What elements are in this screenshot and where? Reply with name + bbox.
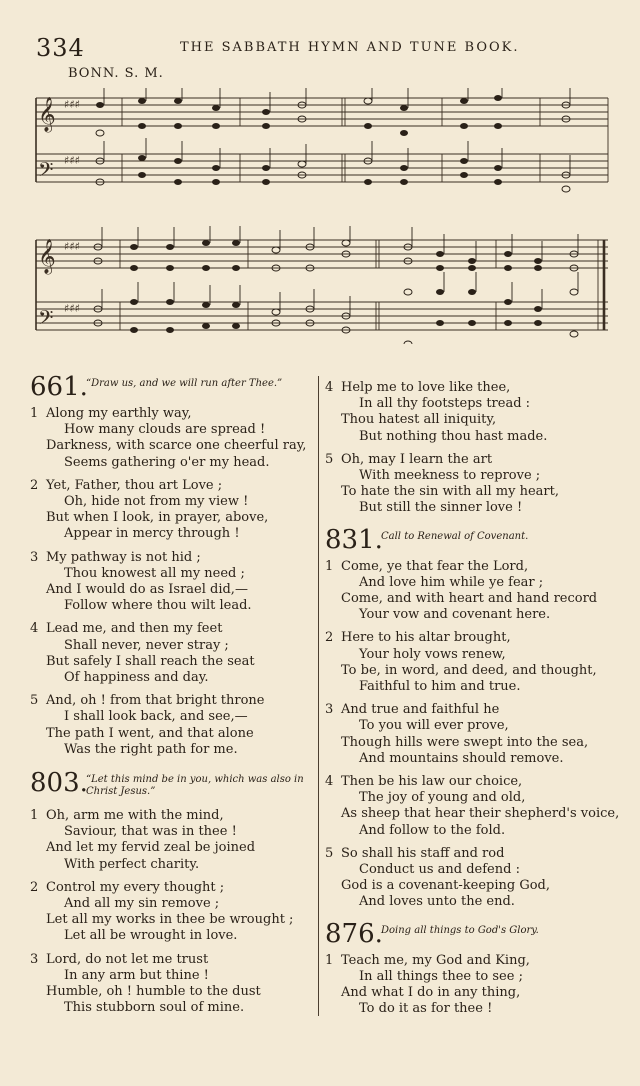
stanza: 1 Teach me, my God and King, In all things thee to see ; And what I do in any thing, To do it as for thee ! — [325, 952, 530, 1017]
music-system-2 — [30, 226, 610, 344]
stanza: 1 Come, ye that fear the Lord, And love him while ye fear ; Come, and with heart and hand record Your vow and covenant here. — [325, 558, 598, 623]
running-title: THE SABBATH HYMN AND TUNE BOOK. — [180, 40, 520, 55]
stanza: 5 And, oh ! from that bright throne I shall look back, and see,— The path I went, and that alone Was the right path for me. — [30, 693, 265, 757]
hymn-number: 803. — [30, 768, 88, 799]
svg-text:♯♯♯: ♯♯♯ — [64, 302, 80, 315]
music-system-1 — [30, 88, 610, 196]
stanza: 1 Along my earthly way, How many clouds are spread ! Darkness, with scarce one cheerful ray, Seems gathering o'er my head. — [30, 406, 307, 470]
hymn-803 — [30, 770, 320, 1016]
hymn-number: 876. — [325, 918, 383, 949]
hymn-number: 831. — [325, 524, 383, 555]
hymn-831 — [325, 524, 620, 911]
hymn-661 — [30, 374, 320, 758]
right-column — [325, 380, 620, 1025]
left-column — [30, 374, 320, 1024]
hymn-title: Doing all things to God's Glory. — [381, 924, 539, 936]
tune-name: BONN. S. M. — [68, 66, 164, 81]
stanza: 3 And true and faithful he To you will ever prove, Though hills were swept into the sea, And mountains should remove. — [325, 702, 589, 766]
svg-text:♯♯♯: ♯♯♯ — [64, 98, 80, 111]
stanza: 1 Oh, arm me with the mind, Saviour, that was in thee ! And let my fervid zeal be joined With perfect charity. — [30, 808, 256, 872]
hymn-876 — [325, 918, 615, 1018]
stanza: 5 So shall his staff and rod Conduct us and defend : God is a covenant-keeping God, And loves unto the end. — [325, 845, 551, 910]
stanza: 2 Yet, Father, thou art Love ; Oh, hide not from my view ! But when I look, in prayer, above, Appear in mercy through ! — [30, 477, 269, 542]
svg-text:𝄞: 𝄞 — [38, 239, 56, 274]
stanza: 4 Help me to love like thee, In all thy footsteps tread : Thou hatest all iniquity, But nothing thou hast made. — [325, 380, 548, 444]
page-header — [30, 34, 610, 64]
stanza: 3 Lord, do not let me trust In any arm but thine ! Humble, oh ! humble to the dust This stubborn soul of mine. — [30, 951, 261, 1016]
svg-text:𝄞: 𝄞 — [38, 97, 56, 132]
hymn-scripture: “Let this mind be in you, which was also in Christ Jesus.” — [86, 774, 304, 798]
stanza: 4 Lead me, and then my feet Shall never, never stray ; But safely I shall reach the seat Of happiness and day. — [30, 621, 255, 686]
svg-text:𝄢: 𝄢 — [38, 158, 54, 186]
svg-text:♯♯♯: ♯♯♯ — [64, 154, 80, 167]
hymn-title: Call to Renewal of Covenant. — [381, 530, 529, 542]
stanza: 2 Control my every thought ; And all my sin remove ; Let all my works in thee be wrought ; Let all be wrought in love. — [30, 879, 294, 944]
stanza: 3 My pathway is not hid ; Thou knowest all my need ; And I would do as Israel did,— Follow where thou wilt lead. — [30, 549, 252, 614]
hymn-scripture: “Draw us, and we will run after Thee.” — [86, 378, 283, 389]
stanza: 5 Oh, may I learn the art With meekness to reprove ; To hate the sin with all my heart, But still the sinner love ! — [325, 451, 559, 516]
svg-text:♯♯♯: ♯♯♯ — [64, 240, 80, 253]
stanza: 2 Here to his altar brought, Your holy vows renew, To be, in word, and deed, and thought, Faithful to him and true. — [325, 630, 597, 695]
stanza: 4 Then be his law our choice, The joy of young and old, As sheep that hear their shepherd's voice, And follow to the fold. — [325, 774, 620, 838]
hymn-661-continued — [325, 380, 615, 517]
svg-text:𝄢: 𝄢 — [38, 306, 54, 334]
page-number: 334 — [36, 34, 85, 62]
hymn-number: 661. — [30, 372, 88, 402]
